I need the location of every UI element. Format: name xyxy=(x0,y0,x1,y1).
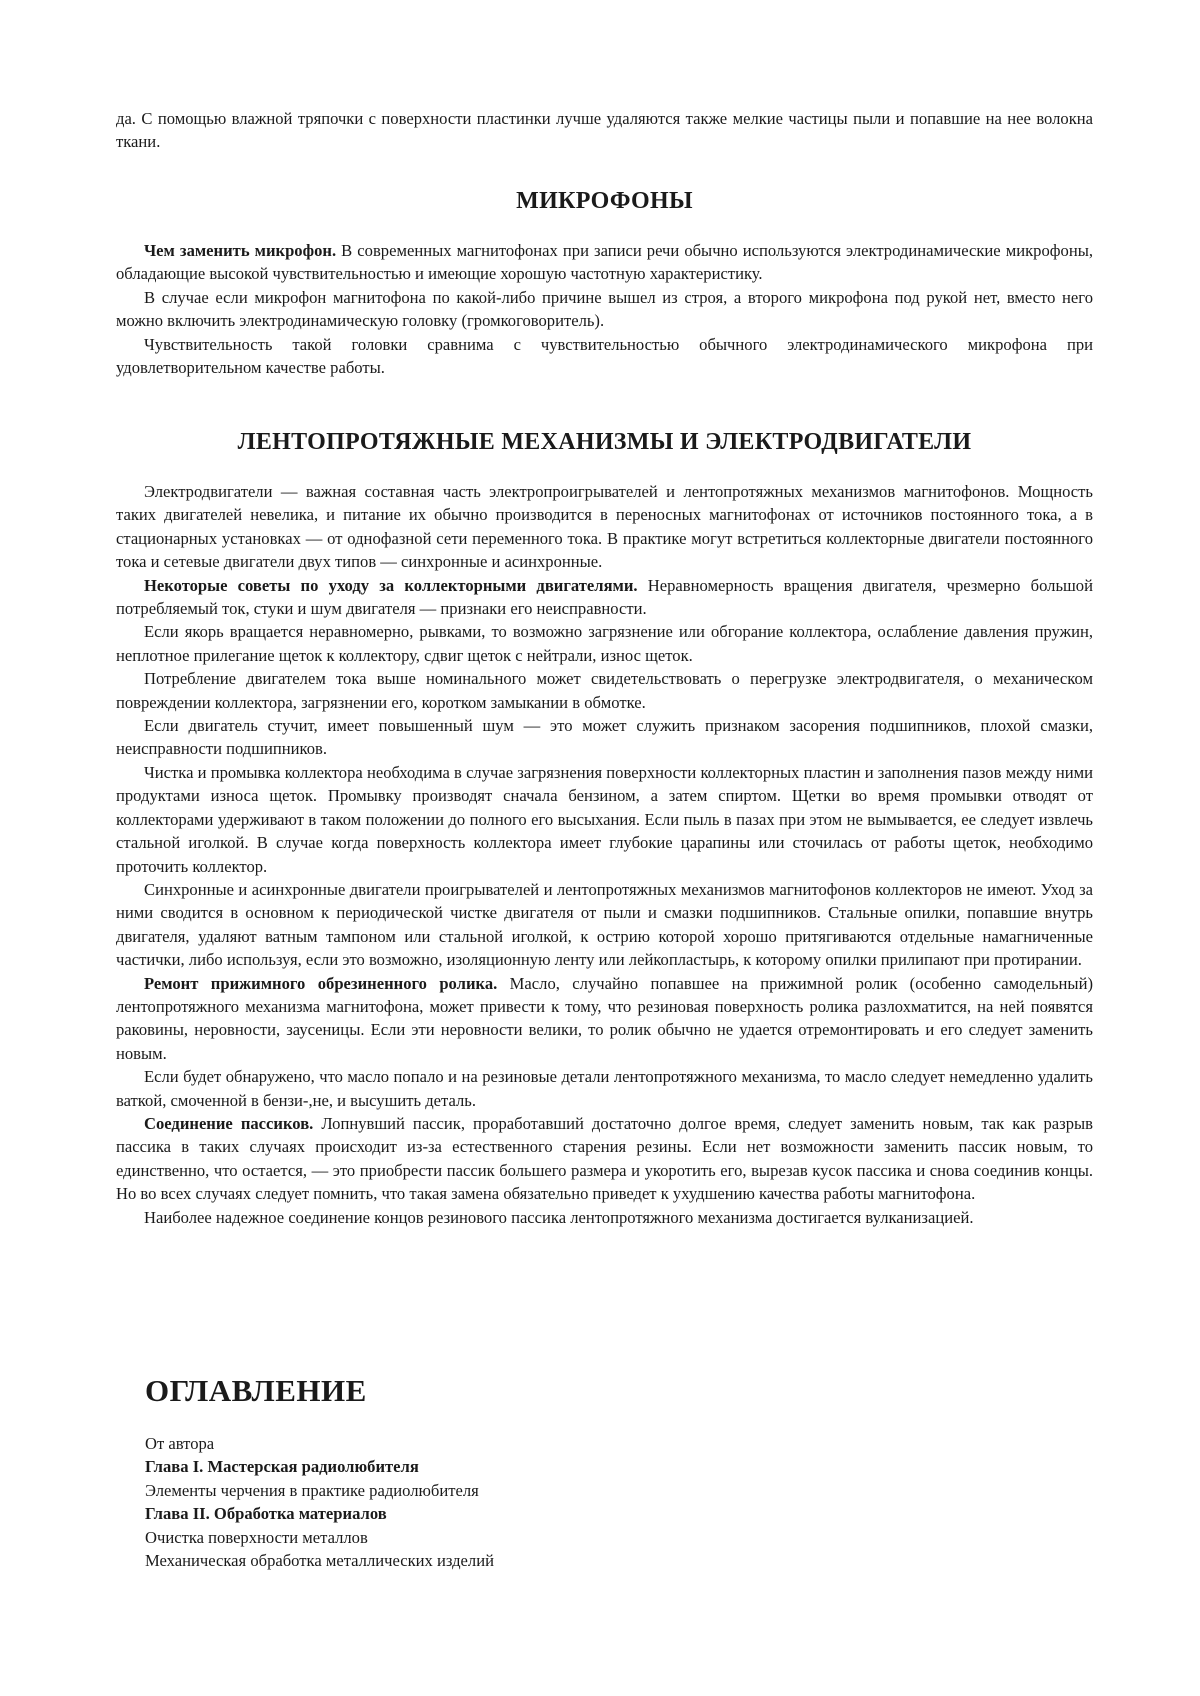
section-heading-microphones: МИКРОФОНЫ xyxy=(516,188,693,214)
toc-entry[interactable]: Механическая обработка металлических изделий xyxy=(145,1551,494,1571)
paragraph xyxy=(116,239,1093,286)
paragraph: Если якорь вращается неравномерно, рывками, то возможно загрязнение или обгорание коллектора, ослабление давления пружин, неплотное прилегание щеток к коллектору, сдвиг щеток с нейтрали, износ щеток. xyxy=(116,622,1093,665)
paragraph xyxy=(116,1112,1093,1206)
paragraph-body: В современных магнитофонах при записи речи обычно используются электродинамические микрофоны, обладающие высокой чувствительностью и имеющие хорошую частотную характеристику. xyxy=(116,241,1093,284)
toc-chapter[interactable]: Глава I. Мастерская радиолюбителя xyxy=(145,1457,419,1477)
toc-entry[interactable]: Элементы черчения в практике радиолюбителя xyxy=(145,1480,479,1500)
paragraph: да. С помощью влажной тряпочки с поверхности пластинки лучше удаляются также мелкие частицы пыли и попавшие на нее волокна ткани. xyxy=(116,109,1093,152)
toc-entry[interactable]: От автора xyxy=(145,1434,215,1453)
intro-text xyxy=(116,107,1093,154)
paragraph: Синхронные и асинхронные двигатели проигрывателей и лентопротяжных механизмов магнитофонов коллекторов не имеют. Уход за ними сводится в основном к периодической чистке двигателя от пыли и смазки подшипников. Стальные опилки, попавшие внутрь двигателя, удаляют ватным тампоном или стальной иголкой, к острию которой хорошо притягиваются отдельные намагниченные частички, либо используя, если это возможно, изоляционную ленту или лейкопластырь, к которому опилки прилипают при протирании. xyxy=(116,879,1093,970)
paragraph-lead: Некоторые советы по уходу за коллекторными двигателями. xyxy=(144,575,638,595)
paragraph: Чувствительность такой головки сравнима с чувствительностью обычного электродинамического микрофона при удовлетворительном качестве работы. xyxy=(116,334,1093,378)
motors-text xyxy=(116,480,1093,1229)
section-heading-motors: ЛЕНТОПРОТЯЖНЫЕ МЕХАНИЗМЫ И ЭЛЕКТРОДВИГАТЕЛИ xyxy=(237,429,972,455)
paragraph-lead: Чем заменить микрофон. xyxy=(144,241,337,260)
table-of-contents xyxy=(145,1432,1045,1572)
paragraph: Электродвигатели — важная составная часть электропроигрывателей и лентопротяжных механизмов магнитофонов. Мощность таких двигателей невелика, и питание их обычно производится в переносных магнитофонах от источников постоянного тока, а в стационарных установках — от однофазной сети переменного тока. В практике могут встретиться коллекторные двигатели постоянного тока и сетевые двигатели двух типов — синхронные и асинхронные. xyxy=(116,482,1093,572)
toc-chapter[interactable]: Глава II. Обработка материалов xyxy=(145,1504,387,1524)
paragraph-lead: Ремонт прижимного обрезиненного ролика. xyxy=(144,973,498,993)
paragraph: Чистка и промывка коллектора необходима в случае загрязнения поверхности коллекторных пластин и заполнения пазов между ними продуктами износа щеток. Промывку производят сначала бензином, а затем спиртом. Щетки во время промывки отводят от коллекторами удерживают в таком положении до полного его высыхания. Если пыль в пазах при этом не вымывается, ее следует извлечь стальной иголкой. В случае когда поверхность коллектора имеет глубокие царапины или сточилась от работы щеток, необходимо проточить коллектор. xyxy=(116,762,1093,876)
paragraph: В случае если микрофон магнитофона по какой-либо причине вышел из строя, а второго микрофона под рукой нет, вместо него можно включить электродинамическую головку (громкоговоритель). xyxy=(116,287,1093,331)
toc-title: ОГЛАВЛЕНИЕ xyxy=(145,1373,367,1408)
paragraph xyxy=(116,972,1093,1066)
toc-entry[interactable]: Очистка поверхности металлов xyxy=(145,1527,368,1547)
paragraph: Если двигатель стучит, имеет повышенный шум — это может служить признаком засорения подшипников, плохой смазки, неисправности подшипников. xyxy=(116,716,1093,759)
paragraph: Если будет обнаружено, что масло попало и на резиновые детали лентопротяжного механизма, то масло следует немедленно удалить ваткой, смоченной в бензи-,не, и высушить деталь. xyxy=(116,1067,1093,1110)
paragraph-body: Неравномерность вращения двигателя, чрезмерно большой потребляемый ток, стуки и шум двигателя — признаки его неисправности. xyxy=(116,575,1093,619)
paragraph: Потребление двигателем тока выше номинального может свидетельствовать о перегрузке электродвигателя, о механическом повреждении коллектора, загрязнении его, коротком замыкании в обмотке. xyxy=(116,669,1093,712)
paragraph-body: Лопнувший пассик, проработавший достаточно долгое время, следует заменить новым, так как разрыв пассика в таких случаях происходит из-за естественного старения резины. Если нет возможности заменить пассик новым, то единственно, что остается, — это приобрести пассик большего размера и укоротить его, вырезав кусок пассика и снова соединив концы. Но во всех случаях следует помнить, что такая замена обязательно приведет к ухудшению качества работы магнитофона. xyxy=(116,1113,1093,1204)
paragraph-lead: Соединение пассиков. xyxy=(144,1113,314,1133)
microphones-text xyxy=(116,239,1093,379)
paragraph xyxy=(116,574,1093,621)
paragraph-body: Масло, случайно попавшее на прижимной ролик (особенно самодельный) лентопротяжного механизма магнитофона, может привести к тому, что резиновая поверхность ролика разлохматится, на ней появятся раковины, неровности, заусеницы. Если эти неровности велики, то ролик обычно не удается отремонтировать и его следует заменить новым. xyxy=(116,973,1093,1063)
paragraph: Наиболее надежное соединение концов резинового пассика лентопротяжного механизма достигается вулканизацией. xyxy=(144,1207,974,1227)
